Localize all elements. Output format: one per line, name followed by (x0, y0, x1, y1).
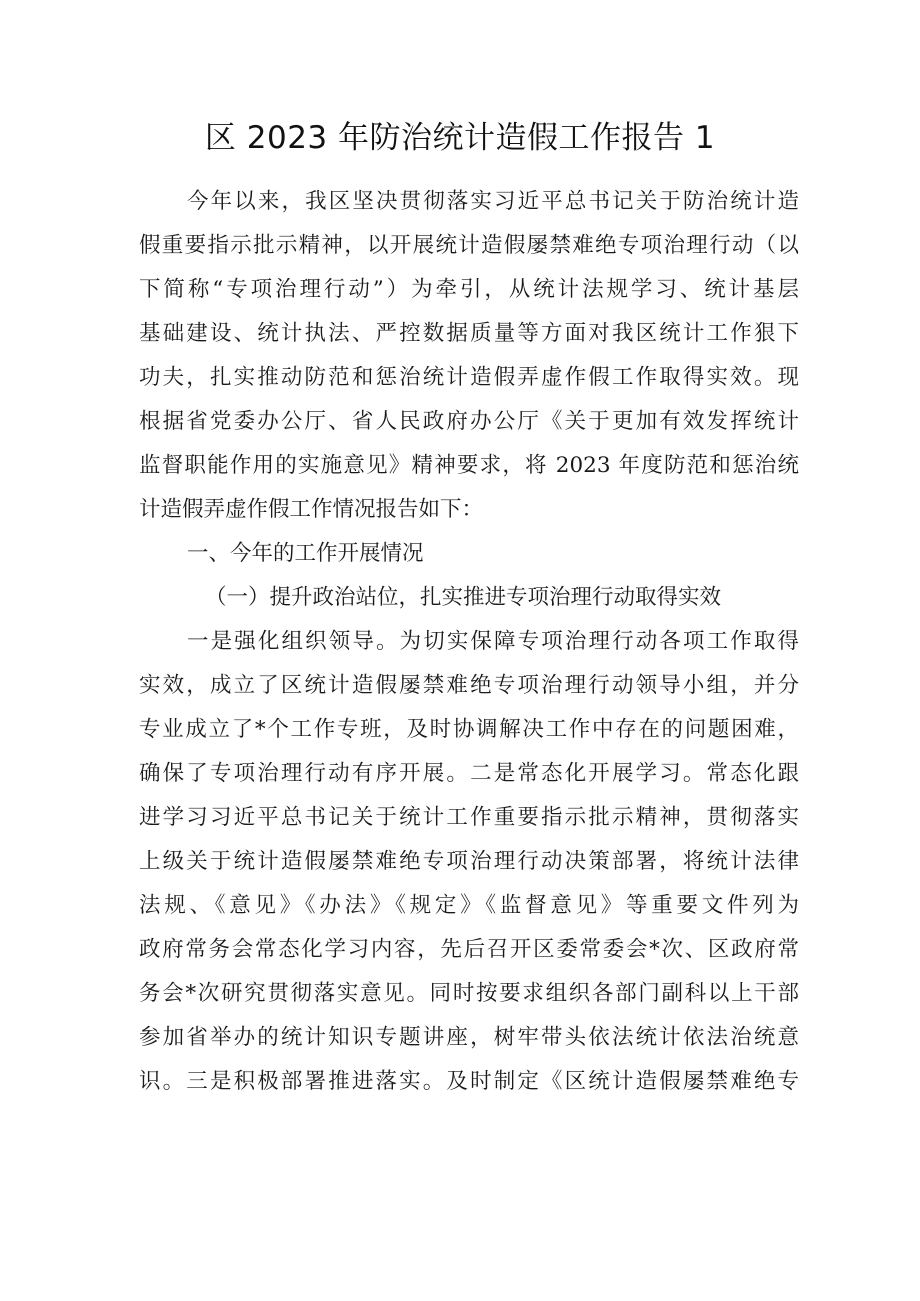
paragraph-line: 基础建设、统计执法、严控数据质量等方面对我区统计工作狠下 (139, 321, 799, 346)
paragraph-line: 下简称“专项治理行动”）为牵引，从统计法规学习、统计基层 (139, 277, 799, 302)
paragraph-line: 根据省党委办公厅、省人民政府办公厅《关于更加有效发挥统计 (139, 409, 799, 434)
subsection-heading: （一）提升政治站位，扎实推进专项治理行动取得实效 (205, 585, 722, 610)
paragraph-line: 识。三是积极部署推进落实。及时制定《区统计造假屡禁难绝专 (139, 1069, 799, 1094)
document-title: 区 2023 年防治统计造假工作报告 1 (204, 120, 716, 156)
paragraph-line: 确保了专项治理行动有序开展。二是常态化开展学习。常态化跟 (139, 761, 799, 786)
paragraph-line: 政府常务会常态化学习内容，先后召开区委常委会*次、区政府常 (139, 937, 799, 962)
section-heading: 一、今年的工作开展情况 (187, 541, 424, 566)
paragraph-line: 实效，成立了区统计造假屡禁难绝专项治理行动领导小组，并分 (139, 673, 799, 698)
paragraph-line: 一是强化组织领导。为切实保障专项治理行动各项工作取得 (187, 629, 799, 654)
paragraph-line: 假重要指示批示精神，以开展统计造假屡禁难绝专项治理行动（以 (139, 233, 799, 258)
paragraph-line: 务会*次研究贯彻落实意见。同时按要求组织各部门副科以上干部 (139, 981, 799, 1006)
paragraph-line: 法规、《意见》《办法》《规定》《监督意见》等重要文件列为 (139, 893, 799, 918)
paragraph-line: 监督职能作用的实施意见》精神要求，将 2023 年度防范和惩治统 (139, 453, 799, 478)
paragraph-line: 进学习习近平总书记关于统计工作重要指示批示精神，贯彻落实 (139, 805, 799, 830)
paragraph-line: 参加省举办的统计知识专题讲座，树牢带头依法统计依法治统意 (139, 1025, 799, 1050)
paragraph-line: 计造假弄虚作假工作情况报告如下： (139, 497, 484, 522)
paragraph-line: 功夫，扎实推动防范和惩治统计造假弄虚作假工作取得实效。现 (139, 365, 799, 390)
paragraph-line: 今年以来，我区坚决贯彻落实习近平总书记关于防治统计造 (187, 189, 799, 214)
paragraph-line: 上级关于统计造假屡禁难绝专项治理行动决策部署，将统计法律 (139, 849, 799, 874)
paragraph-line: 专业成立了*个工作专班，及时协调解决工作中存在的问题困难， (139, 717, 799, 742)
